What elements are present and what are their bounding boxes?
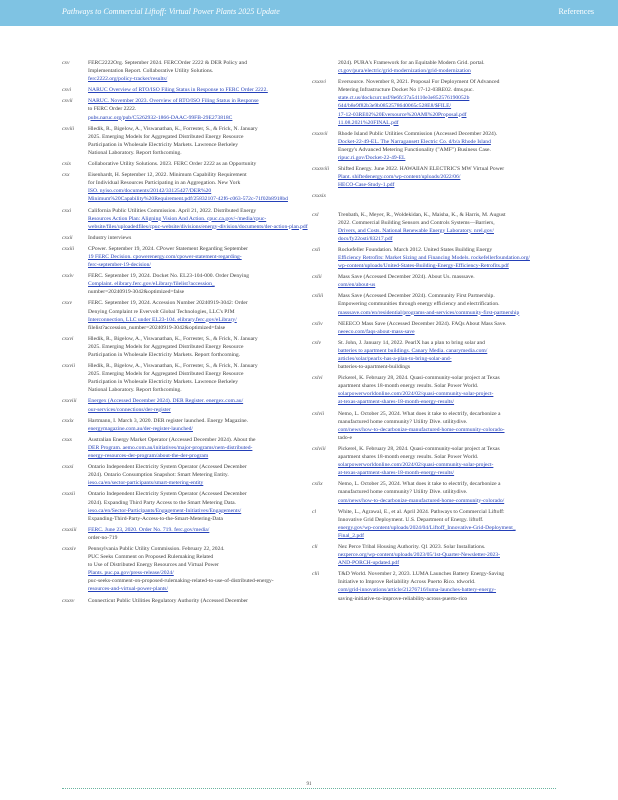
reference-line: Mass Save (Accessed December 2024). About Us. masssave. bbox=[338, 274, 475, 281]
reference-number: cxix bbox=[62, 161, 72, 168]
reference-text bbox=[338, 292, 562, 316]
reference-link[interactable]: com/news/how-to-decarbonize-manufactured-home-community-colorado- bbox=[338, 426, 505, 433]
reference-text bbox=[338, 508, 562, 540]
reference-entry bbox=[62, 97, 312, 121]
reference-entry bbox=[312, 374, 562, 406]
reference-text bbox=[338, 130, 562, 162]
reference-link[interactable]: com/news/how-to-decarbonize-manufactured-home-community-colorado/ bbox=[338, 497, 505, 504]
reference-entry bbox=[312, 570, 562, 602]
reference-link[interactable]: solarpowerworldonline.com/2024/02/quasi-community-solar-project- bbox=[338, 391, 494, 398]
reference-entry bbox=[62, 245, 312, 269]
reference-entry bbox=[312, 165, 562, 189]
reference-link[interactable]: Plant. shiftedenergy.com/wp-content/uploads/2022/06/ bbox=[338, 174, 461, 181]
reference-text bbox=[88, 417, 312, 433]
reference-link[interactable]: Docket-22-49-EL. The Narragansett Electric Co. d/b/a Rhode Island bbox=[338, 138, 491, 145]
reference-number: cxxix bbox=[62, 417, 74, 424]
reference-link[interactable]: Energex (Accessed December 2024). DER Register. energex.com.au/ bbox=[88, 398, 244, 405]
reference-number: cl bbox=[312, 508, 317, 515]
reference-line: 2025. Emerging Models for Aggregated Distributed Energy Resource bbox=[88, 343, 244, 350]
reference-line: 2025. Emerging Models for Aggregated Distributed Energy Resource bbox=[88, 371, 244, 378]
reference-link[interactable]: Complaint. elibrary.ferc.gov/eLibrary/filelist?accession_ bbox=[88, 281, 215, 288]
reference-line: Ontario Independent Electricity System Operator (Accessed December bbox=[88, 491, 247, 498]
reference-line: filelist?accession_number=20240919-3042&optimized=false bbox=[88, 324, 226, 331]
reference-entry bbox=[312, 130, 562, 162]
reference-line: Participation in Wholesale Electricity Markets. Report forthcoming. bbox=[88, 352, 241, 358]
reference-number: cxxiii bbox=[62, 245, 75, 252]
reference-link[interactable]: ieso.ca/en/Sector-Participants/Engagement-Initiatives/Engagements/ bbox=[88, 507, 242, 514]
reference-link[interactable]: 19 FERC Decision. cpowerenergy.com/cpower-statement-regarding- bbox=[88, 253, 242, 260]
reference-text bbox=[338, 78, 562, 127]
reference-link[interactable]: masssave.com/en/residential/programs-and-services/community-first-partnership bbox=[338, 309, 520, 316]
reference-link[interactable]: ct.gov/pura/electric/grid-modernization/grid-modernization bbox=[338, 68, 471, 75]
reference-link[interactable]: Minimum%20Capability%20Requirement.pdf/25832107-42f6-c063-572c-71f02b8918bd bbox=[88, 196, 288, 203]
header-title: Pathways to Commercial Liftoff: Virtual Power Plants 2025 Update bbox=[62, 7, 280, 16]
reference-number: cxlii bbox=[312, 274, 322, 281]
reference-text bbox=[88, 272, 312, 296]
reference-line: 2024). PURA's Framework for an Equitable Modern Grid. portal. bbox=[338, 60, 485, 66]
reference-link[interactable]: our-services/connections/der-register bbox=[88, 406, 171, 413]
reference-line: to Use of Distributed Energy Resources and Virtual Power bbox=[88, 562, 219, 569]
reference-link[interactable]: HECO-Case-Study-1.pdf bbox=[338, 182, 395, 189]
reference-number: cxxv bbox=[62, 300, 72, 307]
reference-link[interactable]: solarpowerworldonline.com/2024/02/quasi-community-solar-project- bbox=[338, 462, 494, 469]
reference-number: cxl bbox=[312, 211, 319, 218]
reference-line: Metering Infrastructure Docket No 17-12-03RE02. dms.puc. bbox=[338, 87, 474, 94]
reference-line: Collaborative Utility Solutions. 2023. FERC Order 2222 as an Opportunity bbox=[88, 161, 257, 168]
reference-link[interactable]: NARUC. November 2023. Overview of RTO/ISO Filing Status in Response bbox=[88, 98, 259, 105]
reference-line: Expanding-Third-Party-Access-to-the-Smart-Metering-Data bbox=[88, 515, 223, 522]
reference-number: cxxxviii bbox=[312, 166, 330, 173]
reference-text bbox=[338, 192, 562, 200]
reference-line: manufactured home community? Utility Dive. utilitydive. bbox=[338, 418, 468, 425]
reference-entry bbox=[312, 273, 562, 289]
reference-line: Eisenhardt, H. September 12, 2022. Minimum Capability Requirement bbox=[88, 172, 247, 179]
page-header-banner bbox=[0, 0, 618, 26]
reference-text bbox=[88, 335, 312, 359]
reference-text bbox=[88, 59, 312, 83]
reference-line: National Laboratory. Report forthcoming. bbox=[88, 387, 182, 394]
reference-link[interactable]: Efficiency Retrofits: Market Sizing and Financing Models. rockefellerfoundation.org/ bbox=[338, 254, 530, 261]
reference-number: cxlix bbox=[312, 481, 323, 488]
reference-link[interactable]: articles/solar/pearlx-has-a-plan-to-bring-solar-and- bbox=[338, 356, 452, 362]
reference-text bbox=[88, 160, 312, 168]
reference-number: cxviii bbox=[62, 125, 75, 132]
reference-line: tado-e bbox=[338, 434, 352, 441]
reference-text bbox=[338, 320, 562, 336]
reference-entry bbox=[312, 246, 562, 270]
reference-number: cxxxiii bbox=[62, 526, 77, 533]
reference-line: Hartmann, I. March 3, 2020. DER register launched. Energy Magazine. bbox=[88, 417, 249, 424]
reference-line: Industry interviews bbox=[88, 234, 132, 241]
reference-entry bbox=[62, 417, 312, 433]
reference-number: clii bbox=[312, 571, 320, 578]
reference-number: cxlvii bbox=[312, 410, 325, 417]
reference-entry bbox=[312, 480, 562, 504]
reference-text bbox=[338, 273, 562, 289]
reference-link[interactable]: state.ct.us/dockcurr.nsf/8e6fc37a54110e3e852576190052b bbox=[338, 95, 470, 102]
reference-number: cxxxvii bbox=[312, 130, 328, 137]
reference-line: NEEECO Mass Save (Accessed December 2024). FAQs About Mass Save. bbox=[338, 320, 507, 327]
reference-entry bbox=[62, 59, 312, 83]
reference-number: cxxiv bbox=[62, 273, 74, 280]
reference-line: Energy's Advanced Metering Functionality ("AMF") Business Case. bbox=[338, 146, 491, 153]
reference-entry bbox=[62, 597, 312, 605]
reference-text bbox=[338, 59, 562, 75]
reference-entry bbox=[312, 320, 562, 336]
reference-link[interactable]: website/files/uploadedfiles/cpuc-website/divisions/energy-division/documents/der-action-plan.pdf bbox=[88, 223, 308, 230]
reference-link[interactable]: Drivers, and Costs. National Renewable Energy Laboratory. nrel.gov/ bbox=[338, 227, 494, 234]
reference-entry bbox=[62, 463, 312, 487]
reference-line: 2024). Ontario Consumption Snapshot: Smart Metering Entity. bbox=[88, 472, 229, 479]
reference-line: Ontario Independent Electricity System Operator (Accessed December bbox=[88, 464, 247, 471]
reference-number: cxxi bbox=[62, 207, 72, 214]
reference-entry bbox=[62, 490, 312, 522]
reference-link[interactable]: NARUC Overview of RTO/ISO Filing Status in Response to FERC Order 2222. bbox=[88, 87, 268, 94]
reference-text bbox=[88, 125, 312, 157]
reference-entry bbox=[62, 335, 312, 359]
reference-link[interactable]: neeeco.com/faqs-about-mass-save bbox=[338, 328, 415, 335]
reference-line: to FERC Order 2222. bbox=[88, 106, 137, 113]
reference-text bbox=[88, 245, 312, 269]
reference-entry bbox=[62, 207, 312, 231]
reference-line: Australian Energy Market Operator (Accessed December 2024). About the bbox=[88, 436, 256, 443]
reference-line: Participation in Wholesale Electricity Markets. Lawrence Berkeley bbox=[88, 141, 239, 148]
reference-entry bbox=[62, 436, 312, 460]
reference-text bbox=[88, 545, 312, 594]
reference-entry bbox=[312, 59, 562, 75]
references-right-column bbox=[312, 59, 562, 606]
reference-line: Pickerel, K. February 28, 2024. Quasi-community-solar project at Texas bbox=[338, 445, 500, 452]
reference-text bbox=[88, 299, 312, 331]
reference-line: White, L., Agrawal, E., et al. April 2024. Pathways to Commercial Liftoff: bbox=[338, 508, 505, 515]
reference-entry bbox=[62, 171, 312, 203]
reference-link[interactable]: ferc2222.org/policy-tracker/results/ bbox=[88, 76, 168, 83]
reference-entry bbox=[312, 410, 562, 442]
reference-text bbox=[88, 526, 312, 542]
reference-line: order-no-719 bbox=[88, 534, 118, 541]
reference-line: Implementation Report. Collaborative Utility Solutions. bbox=[88, 68, 214, 75]
reference-link[interactable]: ferc-september-19-decision/ bbox=[88, 262, 151, 269]
reference-link[interactable]: FERC. June 23, 2020. Order No. 719. ferc.gov/media/ bbox=[88, 526, 210, 533]
reference-line: Pickerel, K. February 28, 2024. Quasi-community-solar project at Texas bbox=[338, 375, 500, 382]
reference-entry bbox=[312, 192, 562, 200]
reference-link[interactable]: docs/fy22osti/83217.pdf bbox=[338, 235, 393, 242]
reference-line: number=20240919-3042&optimized=false bbox=[88, 289, 185, 296]
reference-text bbox=[88, 436, 312, 460]
reference-number: cli bbox=[312, 543, 318, 550]
reference-line: FERC2222Org. September 2024. FERCOrder 2222 & DER Policy and bbox=[88, 60, 248, 66]
reference-entry bbox=[62, 272, 312, 296]
reference-line: manufactured home community? Utility Dive. utilitydive. bbox=[338, 489, 468, 496]
reference-text bbox=[88, 171, 312, 203]
reference-text bbox=[338, 211, 562, 243]
reference-link[interactable]: at-texas-apartment-shares-18-month-energy-results/ bbox=[338, 470, 455, 477]
reference-number: cxv bbox=[62, 60, 70, 66]
reference-entry bbox=[62, 299, 312, 331]
reference-link[interactable]: batteries to apartment buildings. Canary Media. canarymedia.com/ bbox=[338, 347, 488, 354]
reference-line: FERC. September 19, 2024. Docket No. EL23-104-000. Order Denying bbox=[88, 273, 250, 280]
reference-number: cxliv bbox=[312, 320, 323, 327]
reference-link[interactable]: Plants. puc.pa.gov/press-release/2024/ bbox=[88, 570, 174, 577]
reference-line: Empowering communities through energy efficiency and electrification. bbox=[338, 301, 500, 308]
reference-line: for Individual Resources Participating in an Aggregation. New York bbox=[88, 180, 241, 187]
reference-line: Pennsylvania Public Utility Commission. February 22, 2024. bbox=[88, 545, 225, 552]
reference-number: cxxxv bbox=[62, 597, 75, 604]
reference-entry bbox=[312, 445, 562, 477]
reference-entry bbox=[62, 362, 312, 394]
reference-number: cxxvii bbox=[62, 363, 76, 370]
reference-line: Connecticut Public Utilities Regulatory Authority (Accessed December bbox=[88, 597, 249, 604]
reference-text bbox=[88, 97, 312, 121]
reference-link[interactable]: com/grid-innovations/article/21276716/luma-launches-battery-energy- bbox=[338, 587, 497, 594]
footer-divider bbox=[62, 788, 556, 789]
reference-line: Denying Complaint re Evervolt Global Technologies, LLC's PJM bbox=[88, 308, 235, 315]
reference-line: Rhode Island Public Utilities Commission (Accessed December 2024). bbox=[338, 130, 498, 137]
reference-number: cxx bbox=[62, 172, 70, 179]
reference-entry bbox=[62, 526, 312, 542]
reference-entry bbox=[312, 78, 562, 127]
page-number: 91 bbox=[306, 782, 312, 787]
reference-text bbox=[338, 570, 562, 602]
reference-line: PUC Seeks Comment on Proposed Rulemaking Related bbox=[88, 554, 214, 561]
reference-line: CPower. September 19, 2024. CPower Statement Regarding September bbox=[88, 245, 249, 252]
reference-link[interactable]: wp-content/uploads/United-States-Building-Energy-Efficiency-Retrofits.pdf bbox=[338, 263, 509, 270]
reference-line: National Laboratory. Report forthcoming. bbox=[88, 149, 182, 156]
reference-entry bbox=[312, 543, 562, 567]
reference-line: Shifted Energy. June 2022. HAWAIIAN ELECTRIC'S MW Virtual Power bbox=[338, 166, 505, 173]
reference-text bbox=[338, 246, 562, 270]
reference-number: cxxxi bbox=[62, 464, 74, 471]
reference-line: apartment shares 18-month energy results. Solar Power World. bbox=[338, 454, 479, 461]
reference-line: Hledik, R., Bigelow, A., Viswanathan, K., Forrester, S., & Frick, N. January bbox=[88, 335, 258, 342]
reference-link[interactable]: energy.gov/wp-content/uploads/2024/04/Liftoff_Innovative-Grid-Deployment_ bbox=[338, 524, 516, 531]
reference-text bbox=[88, 490, 312, 522]
reference-link[interactable]: AND-PORCH-updated.pdf bbox=[338, 560, 400, 567]
reference-link[interactable]: com/en/about-us bbox=[338, 282, 376, 289]
reference-link[interactable]: pubs.naruc.org/pub/C5262932-1866-DAAC-99FB-29E273818C bbox=[88, 114, 233, 121]
reference-link[interactable]: 64d/b8e9f82b3e9b0852578640065c528E8/$FILE/ bbox=[338, 103, 452, 110]
reference-number: cxliii bbox=[312, 293, 324, 300]
reference-link[interactable]: 11.08.2021%20FINAL.pdf bbox=[338, 119, 399, 126]
reference-line: FERC. September 19, 2024. Accession Number 20240919-3042: Order bbox=[88, 300, 248, 307]
reference-number: cxlv bbox=[312, 339, 322, 346]
reference-link[interactable]: 17-12-03RE02%20Eversource%20AMI%20Proposal.pdf bbox=[338, 111, 467, 118]
reference-number: cxxxii bbox=[62, 491, 76, 498]
reference-number: cxxxiv bbox=[62, 545, 76, 552]
reference-text bbox=[88, 397, 312, 413]
reference-link[interactable]: Resources Action Plan: Aligning Vision And Action. cpuc.ca.gov/-/media/cpuc- bbox=[88, 215, 267, 222]
reference-entry bbox=[312, 508, 562, 540]
reference-text bbox=[338, 339, 562, 371]
reference-line: saving-initiative-to-improve-reliability-across-puerto-rico bbox=[338, 595, 468, 602]
reference-link[interactable]: ripuc.ri.gov/Docket-22-49-EL bbox=[338, 155, 406, 162]
reference-line: Innovative Grid Deployment. U.S. Department of Energy. liftoff. bbox=[338, 516, 484, 523]
reference-text bbox=[338, 543, 562, 567]
reference-entry bbox=[62, 125, 312, 157]
reference-number: cxxii bbox=[62, 234, 73, 241]
reference-line: puc-seeks-comment-on-proposed-rulemaking-related-to-use-of-distributed-energy- bbox=[88, 578, 274, 585]
reference-number: cxvii bbox=[62, 98, 73, 105]
reference-number: cxxviii bbox=[62, 398, 77, 405]
reference-text bbox=[338, 410, 562, 442]
reference-line: Hledik, R., Bigelow, A., Viswanathan, K., Forrester, S., & Frick, N. January bbox=[88, 125, 258, 132]
reference-line: St. John, J. January 14, 2022. PearlX has a plan to bring solar and bbox=[338, 339, 485, 346]
references-left-column bbox=[62, 59, 312, 608]
reference-line: apartment shares 18-month energy results. Solar Power World. bbox=[338, 383, 479, 390]
reference-text bbox=[88, 362, 312, 394]
reference-link[interactable]: Final_2.pdf bbox=[338, 532, 364, 539]
reference-entry bbox=[62, 234, 312, 242]
reference-text bbox=[338, 374, 562, 406]
reference-number: cxxxix bbox=[312, 193, 326, 200]
reference-line: Mass Save (Accessed December 2024). Community First Partnership. bbox=[338, 293, 495, 300]
reference-link[interactable]: energy-resources-der-program/about-the-der-program bbox=[88, 453, 209, 460]
reference-entry bbox=[312, 211, 562, 243]
reference-number: cxxvi bbox=[62, 335, 74, 342]
reference-entry bbox=[62, 545, 312, 594]
reference-number: cxvi bbox=[62, 87, 72, 94]
reference-number: cxxx bbox=[62, 436, 72, 443]
reference-text bbox=[338, 480, 562, 504]
reference-line: Nemo, L. October 25, 2024. What does it take to electrify, decarbonize a bbox=[338, 481, 501, 488]
reference-entry bbox=[62, 86, 312, 94]
reference-text bbox=[88, 207, 312, 231]
reference-text bbox=[88, 86, 312, 94]
reference-link[interactable]: ISO. nyiso.com/documents/20142/33125427/DER%20 bbox=[88, 188, 212, 195]
reference-text bbox=[338, 445, 562, 477]
reference-line: T&D World. November 2, 2023. LUMA Launches Battery Energy-Saving bbox=[338, 571, 505, 578]
reference-link[interactable]: DER Program. aemo.com.au/initiatives/major-programs/nem-distributed- bbox=[88, 444, 253, 451]
reference-number bbox=[312, 59, 338, 75]
reference-line bbox=[338, 192, 562, 200]
reference-line: 2025. Emerging Models for Aggregated Distributed Energy Resource bbox=[88, 133, 244, 140]
reference-text bbox=[88, 597, 312, 605]
reference-line: Rockefeller Foundation. March 2012. United States Building Energy bbox=[338, 246, 493, 253]
reference-link[interactable]: Interconnection, LLC under EL23-104. elibrary.ferc.gov/eLibrary/ bbox=[88, 316, 237, 323]
reference-link[interactable]: resources-and-virtual-power-plants/ bbox=[88, 586, 169, 593]
reference-number: cxlvi bbox=[312, 375, 323, 382]
reference-number: cxlviii bbox=[312, 445, 326, 452]
reference-text bbox=[88, 234, 312, 242]
reference-line: Nez Perce Tribal Housing Authority. Q1 2023. Solar Installations. bbox=[338, 543, 486, 550]
reference-line: Trenbath, K., Meyer, R., Woldekidan, K., Maisha, K., & Harris, M. August bbox=[338, 211, 506, 218]
reference-entry bbox=[62, 160, 312, 168]
header-section: References bbox=[558, 7, 594, 16]
reference-link[interactable]: nezperce.org/wp-content/uploads/2023/05/1st-Quarter-Newsletter-2023- bbox=[338, 552, 500, 559]
reference-line: California Public Utilities Commission. April 21, 2022. Distributed Energy bbox=[88, 207, 257, 214]
reference-entry bbox=[312, 339, 562, 371]
reference-text bbox=[88, 463, 312, 487]
reference-number: cxxxvi bbox=[312, 79, 326, 86]
reference-line: Nemo, L. October 25, 2024. What does it take to electrify, decarbonize a bbox=[338, 410, 501, 417]
reference-link[interactable]: ieso.ca/en/sector-participants/smart-metering-entity bbox=[88, 480, 204, 487]
reference-link[interactable]: energymagazine.com.au/der-register-launched/ bbox=[88, 425, 193, 432]
reference-link[interactable]: at-texas-apartment-shares-18-month-energy-results/ bbox=[338, 399, 455, 406]
reference-line: Participation in Wholesale Electricity Markets. Lawrence Berkeley bbox=[88, 379, 239, 386]
reference-line: 2022. Commercial Building Sensors and Controls Systems—Barriers, bbox=[338, 219, 495, 226]
reference-entry bbox=[62, 397, 312, 413]
reference-line: Hledik, R., Bigelow, A., Viswanathan, K., Forrester, S., & Frick, N. January bbox=[88, 363, 258, 370]
reference-line: Eversource. November 8, 2021. Proposal For Deployment Of Advanced bbox=[338, 79, 500, 86]
reference-line: 2024). Expanding Third Party Access to the Smart Metering Data. bbox=[88, 499, 236, 506]
reference-line: Initiative to Improve Reliability Across Puerto Rico. tdworld. bbox=[338, 579, 476, 586]
reference-line: batteries-to-apartment-buildings bbox=[338, 364, 411, 371]
reference-number: cxli bbox=[312, 246, 321, 253]
reference-text bbox=[338, 165, 562, 189]
reference-entry bbox=[312, 292, 562, 316]
